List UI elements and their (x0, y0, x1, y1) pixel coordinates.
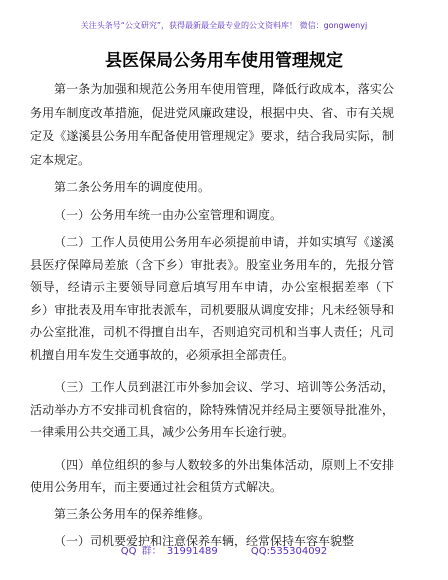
paragraph-item-2: （二）工作人员使用公务用车必须提前申请，并如实填写《遂溪县医疗保障局差旅（含下乡）审批表》。股室业务用车的，先报分管领导，经请示主要领导同意后填写用车申请，办公室根据差率（下乡）审批表及用车审批表派车，司机要服从调度安排；凡未经领导和办公室批准，司机不得擅自出车，否则追究司机和当事人责任；凡司机擅自用车发生交通事故的，必须承担全部责任。 (30, 235, 394, 362)
paragraph-article-3: 第三条公务用车的保养维修。 (54, 506, 211, 521)
paragraph-article-1: 第一条为加强和规范公务用车使用管理，降低行政成本，落实公务用车制度改革措施，促进党风廉政建设，根据中央、省、市有关规定及《遂溪县公务用车配备使用管理规定》要求，结合我局实际，制定本规定。 (30, 82, 394, 167)
paragraph-item-1: （一）公务用车统一由办公室管理和调度。 (54, 207, 283, 222)
paragraph-item-5: （一）司机要爱护和注意保养车辆，经常保持车容车貌整 (54, 534, 355, 548)
qq-text: QQ:535304092 (250, 546, 328, 557)
qq-group-text: QQ 群： 31991489 (120, 546, 218, 557)
paragraph-item-3: （三）工作人员到湛江市外参加会议、学习、培训等公务活动，活动举办方不安排司机食宿的，除特殊情况并经局主要领导批准外，一律乘用公共交通工具，减少公务用车长途行驶。 (30, 380, 394, 439)
promo-header: 关注头条号“公文研究”，获得最新最全最专业的公文资料库！ 微信：gongwenyj (80, 21, 368, 30)
paragraph-article-2: 第二条公务用车的调度使用。 (54, 180, 211, 194)
contact-footer (0, 542, 448, 557)
document-title: 县医保局公务用车使用管理规定 (105, 51, 343, 71)
document-body (30, 78, 394, 554)
paragraph-item-4: （四）单位组织的参与人数较多的外出集体活动，原则上不安排使用公务用车，而主要通过社会租赁方式解决。 (30, 457, 394, 494)
